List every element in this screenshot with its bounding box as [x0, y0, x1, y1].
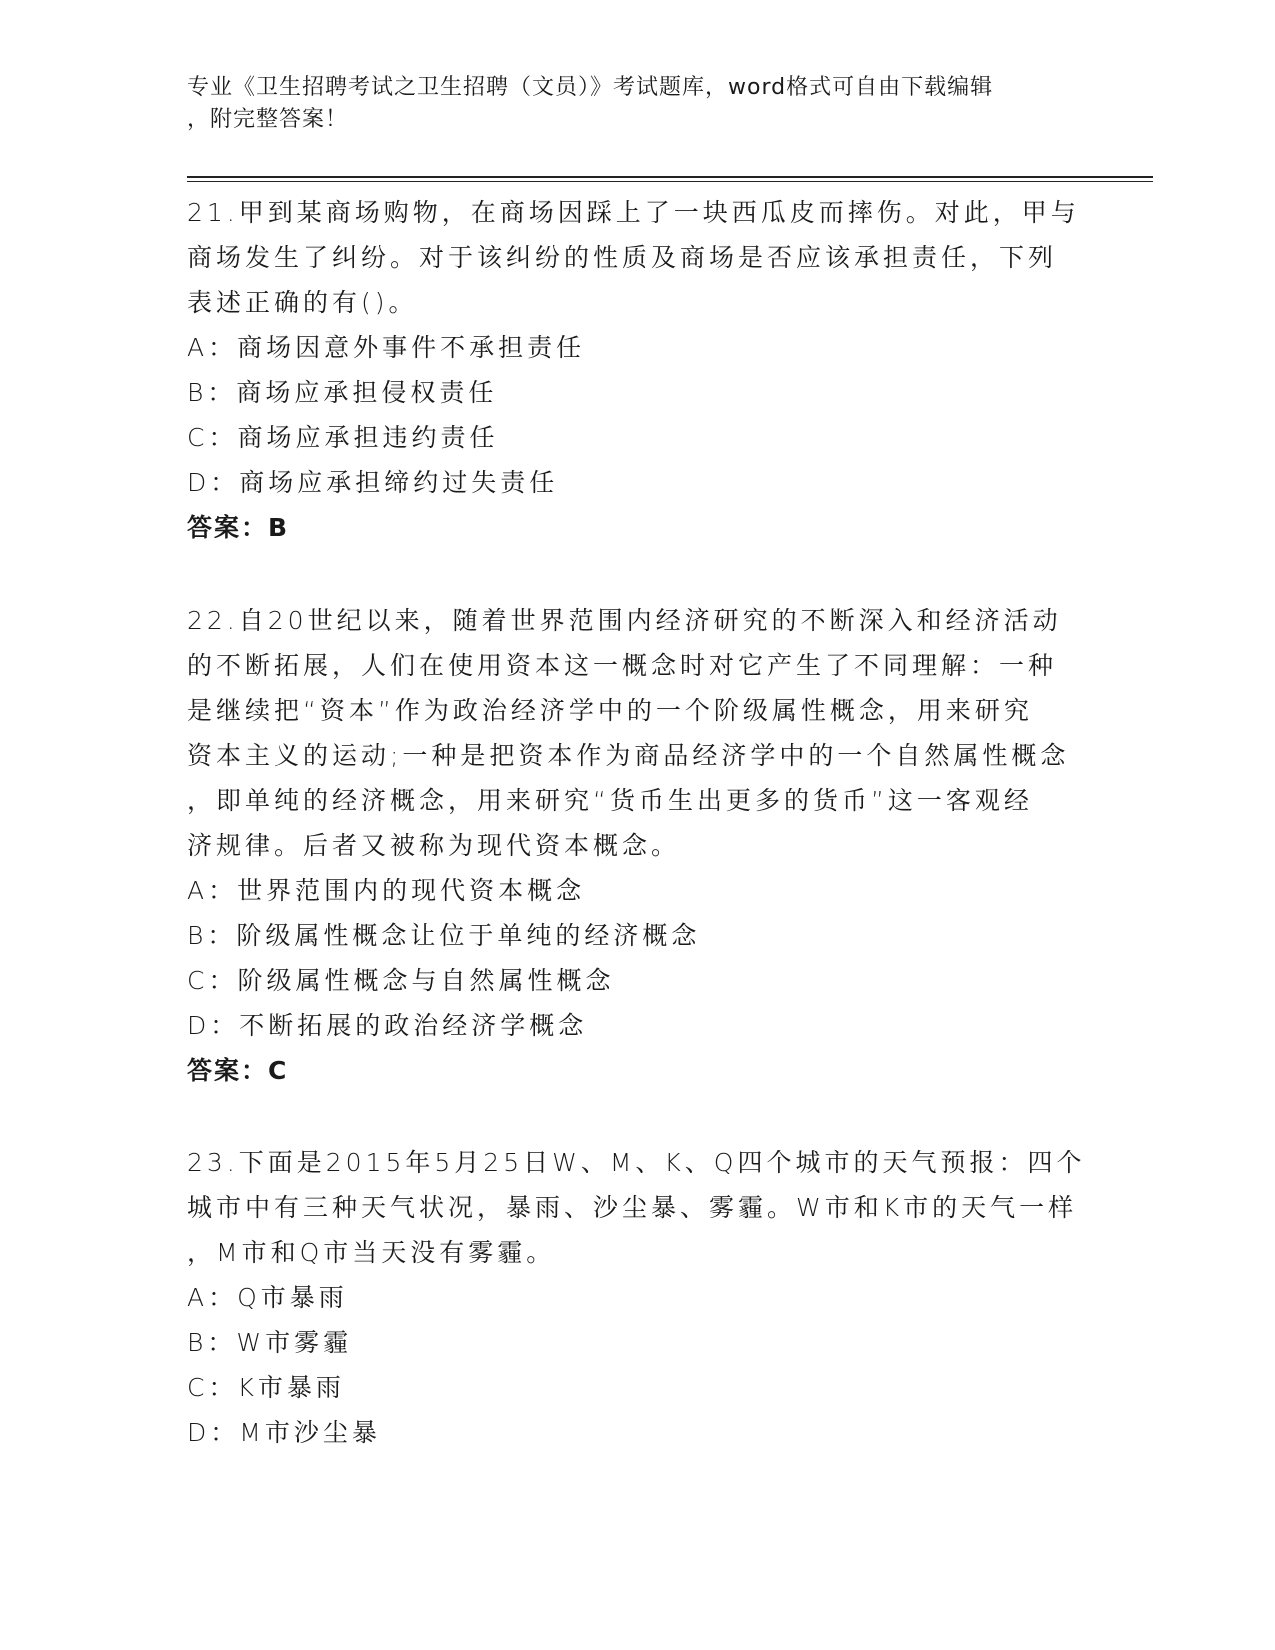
- option-b: B：商场应承担侵权责任: [187, 378, 498, 407]
- option-d: D：M市沙尘暴: [187, 1418, 381, 1447]
- question-stem-line: 城市中有三种天气状况，暴雨、沙尘暴、雾霾。W市和K市的天气一样: [187, 1193, 1078, 1222]
- option-b: B：W市雾霾: [187, 1328, 353, 1357]
- answer: 答案：B: [187, 513, 290, 542]
- header-divider: [187, 176, 1153, 182]
- option-d: D：商场应承担缔约过失责任: [187, 468, 559, 497]
- question-stem-line: 23.下面是2015年5月25日W、M、K、Q四个城市的天气预报：四个: [187, 1148, 1086, 1177]
- option-b: B：阶级属性概念让位于单纯的经济概念: [187, 921, 701, 950]
- question-stem-line: 商场发生了纠纷。对于该纠纷的性质及商场是否应该承担责任，下列: [187, 243, 1058, 272]
- option-a: A：世界范围内的现代资本概念: [187, 876, 586, 905]
- question-stem-line: 的不断拓展，人们在使用资本这一概念时对它产生了不同理解：一种: [187, 651, 1058, 680]
- option-c: C：阶级属性概念与自然属性概念: [187, 966, 615, 995]
- question-21: [187, 190, 1087, 551]
- option-c: C：K市暴雨: [187, 1373, 345, 1402]
- option-a: A：Q市暴雨: [187, 1283, 348, 1312]
- option-c: C：商场应承担违约责任: [187, 423, 499, 452]
- question-stem-line: 济规律。后者又被称为现代资本概念。: [187, 831, 681, 860]
- header-line-2: ，附完整答案！: [187, 107, 349, 132]
- question-stem-line: ，即单纯的经济概念，用来研究“货币生出更多的货币”这一客观经: [187, 786, 1033, 815]
- document-header: [187, 72, 1087, 136]
- option-d: D：不断拓展的政治经济学概念: [187, 1011, 588, 1040]
- question-stem-line: 资本主义的运动;一种是把资本作为商品经济学中的一个自然属性概念: [187, 741, 1070, 770]
- question-stem-line: 是继续把“资本”作为政治经济学中的一个阶级属性概念，用来研究: [187, 696, 1033, 725]
- header-line-1: 专业《卫生招聘考试之卫生招聘（文员）》考试题库，word格式可自由下载编辑: [187, 75, 994, 100]
- question-stem-line: 22.自20世纪以来，随着世界范围内经济研究的不断深入和经济活动: [187, 606, 1062, 635]
- question-stem-line: 21.甲到某商场购物，在商场因踩上了一块西瓜皮而摔伤。对此，甲与: [187, 198, 1080, 227]
- question-23: [187, 1140, 1087, 1455]
- option-a: A：商场因意外事件不承担责任: [187, 333, 586, 362]
- question-stem-line: 表述正确的有()。: [187, 288, 418, 317]
- question-22: [187, 598, 1087, 1094]
- question-stem-line: ，M市和Q市当天没有雾霾。: [187, 1238, 556, 1267]
- answer: 答案：C: [187, 1056, 289, 1085]
